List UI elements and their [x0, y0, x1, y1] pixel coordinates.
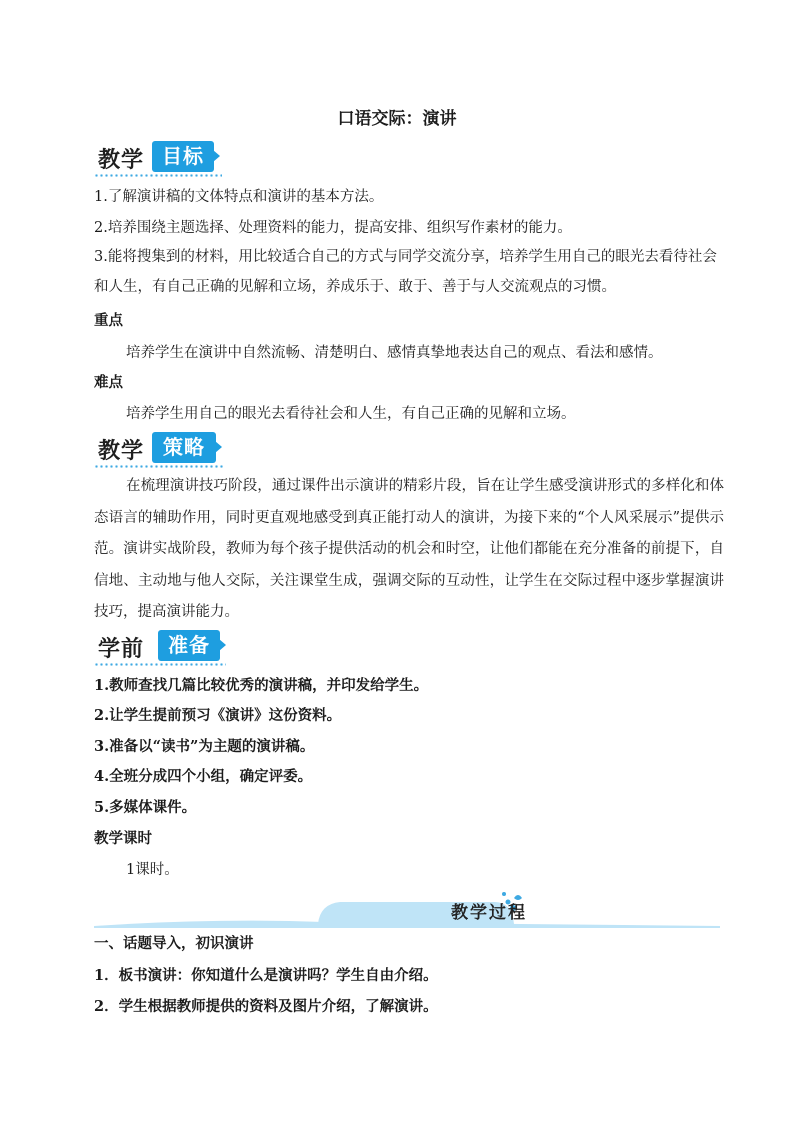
section-heading-preparation [94, 630, 226, 666]
difficulty-label: 难点 [94, 374, 123, 391]
prep-item-3: 3.准备以“读书”为主题的演讲稿。 [94, 738, 315, 755]
prep-item-4: 4.全班分成四个小组，确定评委。 [94, 768, 313, 785]
heading-underline [94, 663, 226, 666]
heading-boxed-text: 准备 [158, 630, 220, 661]
heading-boxed-text: 目标 [152, 141, 214, 172]
heading-plain-text: 教学 [98, 439, 145, 464]
heading-boxed-text: 策略 [152, 432, 216, 463]
process-banner [94, 888, 720, 930]
prep-item-2: 2.让学生提前预习《演讲》这份资料。 [94, 707, 342, 724]
page-title: 口语交际：演讲 [337, 109, 457, 129]
hours-value: 1课时。 [126, 862, 179, 878]
goal-item-1: 1.了解演讲稿的文体特点和演讲的基本方法。 [94, 189, 384, 205]
process-step-2: 2．学生根据教师提供的资料及图片介绍，了解演讲。 [94, 998, 438, 1015]
heading-underline [94, 465, 224, 468]
prep-item-5: 5.多媒体课件。 [94, 799, 197, 816]
key-point-label: 重点 [94, 312, 123, 329]
process-step-title: 一、话题导入，初识演讲 [94, 935, 254, 952]
heading-underline [94, 174, 222, 177]
goal-item-2: 2.培养围绕主题选择、处理资料的能力，提高安排、组织写作素材的能力。 [94, 220, 572, 236]
banner-title: 教学过程 [451, 903, 527, 923]
section-heading-strategy [94, 432, 224, 468]
process-step-1: 1．板书演讲：你知道什么是演讲吗？学生自由介绍。 [94, 967, 438, 984]
section-heading-goals [94, 141, 222, 177]
difficulty-text: 培养学生用自己的眼光去看待社会和人生，有自己正确的见解和立场。 [126, 406, 576, 422]
heading-plain-text: 教学 [98, 148, 145, 173]
key-point-text: 培养学生在演讲中自然流畅、清楚明白、感情真挚地表达自己的观点、看法和感情。 [126, 345, 663, 361]
heading-plain-text: 学前 [98, 637, 145, 662]
goal-item-3: 3.能将搜集到的材料，用比较适合自己的方式与同学交流分享，培养学生用自己的眼光去看待社会和人生，有自己正确的见解和立场，养成乐于、敢于、善于与人交流观点的习惯。 [94, 249, 717, 295]
strategy-paragraph: 在梳理演讲技巧阶段，通过课件出示演讲的精彩片段，旨在让学生感受演讲形式的多样化和体态语言的辅助作用，同时更直观地感受到真正能打动人的演讲，为接下来的“个人风采展示”提供示范。演讲实战阶段，教师为每个孩子提供活动的机会和时空，让他们都能在充分准备的前提下，自信地、主动地与他人交际，关注课堂生成，强调交际的互动性，让学生在交际过程中逐步掌握演讲技巧，提高演讲能力。 [94, 478, 724, 620]
banner-shape [94, 888, 720, 930]
prep-item-1: 1.教师查找几篇比较优秀的演讲稿，并印发给学生。 [94, 677, 429, 694]
hours-label: 教学课时 [94, 830, 152, 847]
